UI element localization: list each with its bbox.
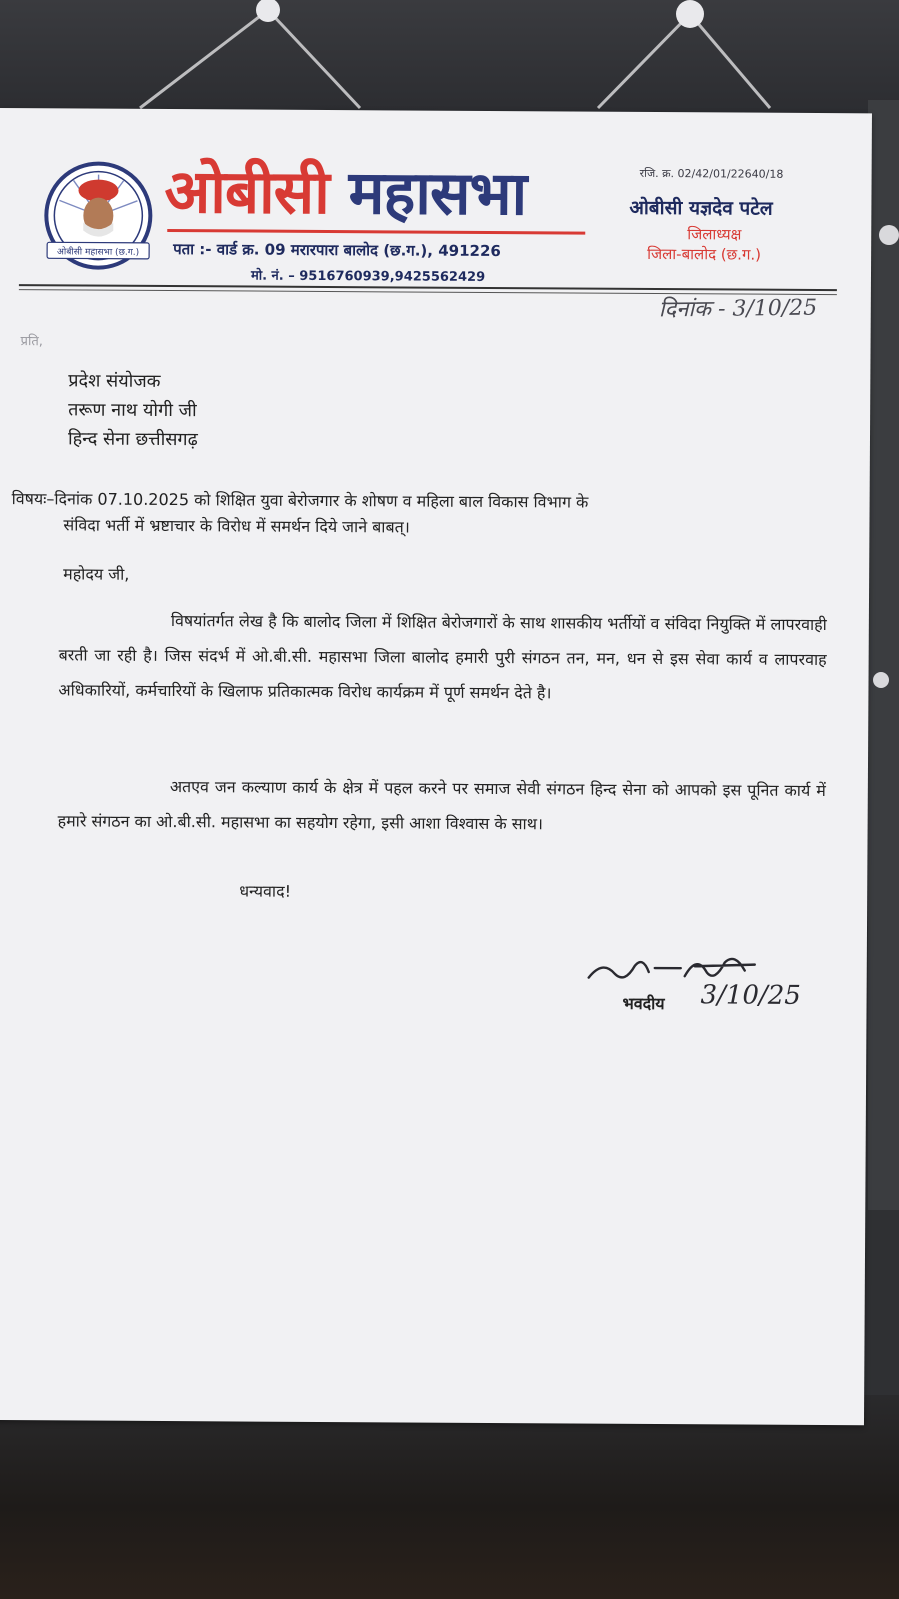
president-name: ओबीसी यज्ञदेव पटेल <box>629 196 773 220</box>
body-paragraph-2: अतएव जन कल्याण कार्य के क्षेत्र में पहल करने पर समाज सेवी संगठन हिन्द सेना को आपको इस पूनित कार्य में हमारे संगठन का ओ.बी.सी. महासभा का सहयोग रहेगा, इसी आशा विश्वास के साथ। <box>57 777 826 834</box>
recipient-prefix: प्रति, <box>20 334 43 350</box>
designation: जिलाध्यक्ष <box>687 225 742 244</box>
signature-date: 3/10/25 <box>700 980 801 1011</box>
org-name-part1: ओबीसी <box>164 157 329 229</box>
subject-line-1: विषयः–दिनांक 07.10.2025 को शिक्षित युवा बेरोजगार के शोषण व महिला बाल विकास विभाग के <box>11 489 589 512</box>
handwritten-date: दिनांक - 3/10/25 <box>658 295 818 323</box>
salutation: महोदय जी, <box>63 564 130 584</box>
org-mobile: मो. नं. – 9516760939,9425562429 <box>250 268 486 285</box>
subject-block <box>11 486 821 543</box>
org-name-part2: महासभा <box>348 158 527 230</box>
org-name <box>164 157 526 229</box>
thanks-text: धन्यवाद! <box>239 881 292 901</box>
district: जिला-बालोद (छ.ग.) <box>647 244 762 264</box>
org-underline <box>167 229 585 235</box>
recipient-name: तरूण नाथ योगी जी <box>68 399 197 422</box>
org-address: पता :- वार्ड क्र. 09 मरारपारा बालोद (छ.ग.), 491226 <box>173 240 501 261</box>
body-paragraph-1: विषयांतर्गत लेख है कि बालोद जिला में शिक्षित बेरोजगारों के साथ शासकीय भर्तीयों व संविदा नियुक्ति में लापरवाही बरती जा रही है। जिस संदर्भ में ओ.बी.सी. महासभा जिला बालोद हमारी पुरी संगठन तन, मन, धन से इस सेवा कार्य व लापरवाह अधिकारियों, कर्मचारियों के खिलाफ प्रतिकात्मक विरोध कार्यक्रम में पूर्ण समर्थन देते है। <box>58 611 827 703</box>
subject-line-2: संविदा भर्ती में भ्रष्टाचार के विरोध में समर्थन दिये जाने बाबत्। <box>63 515 410 537</box>
registration-number: रजि. क्र. 02/42/01/22640/18 <box>639 166 784 181</box>
org-logo <box>43 160 154 271</box>
logo-ring-text: ओबीसी महासभा (छ.ग.) <box>57 247 140 258</box>
letter-page <box>0 108 872 1425</box>
recipient-organization: हिन्द सेना छत्तीसगढ़ <box>67 428 198 451</box>
background-bottom <box>0 1395 899 1599</box>
recipient-title: प्रदेश संयोजक <box>68 370 161 392</box>
recipient-block <box>68 366 198 454</box>
closing-yours: भवदीय <box>622 993 665 1014</box>
